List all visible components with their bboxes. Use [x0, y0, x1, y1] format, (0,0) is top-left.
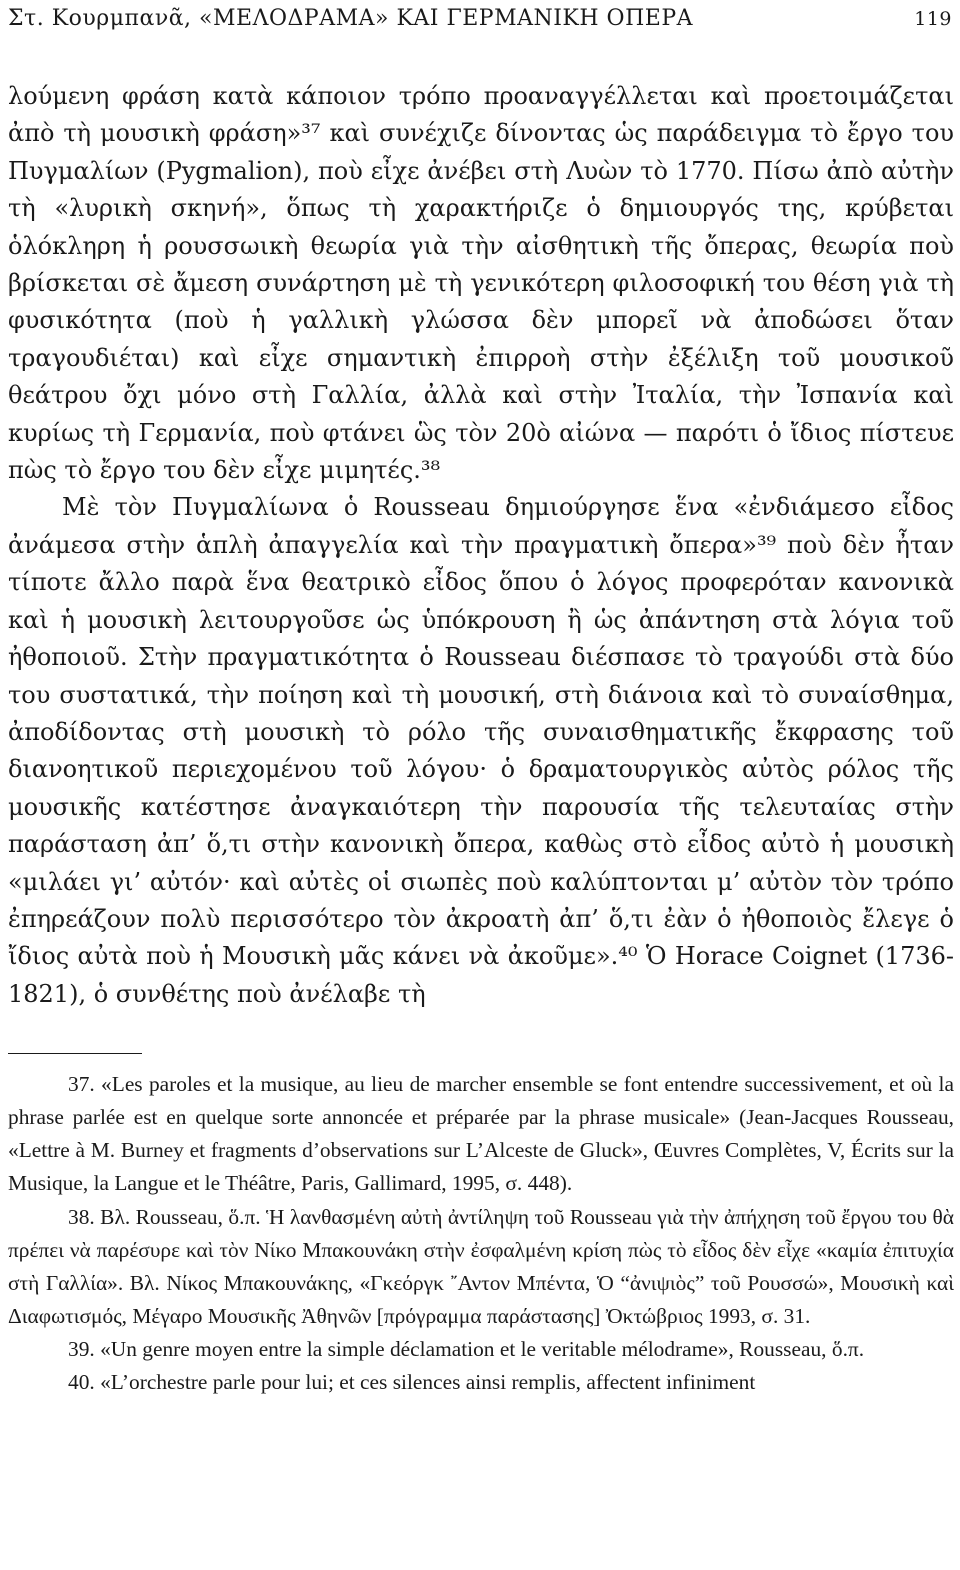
footnote-38: 38. Βλ. Rousseau, ὅ.π. Ἡ λανθασμένη αὐτὴ ἀντίληψη τοῦ Rousseau γιὰ τὴν ἀπήχηση τοῦ ἔργου του θὰ πρέπει νὰ παρέσυρε καὶ τὸν Νίκο Μπακουνάκη στὴν ἐσφαλμένη κρίση πὼς τὸ εἶδος δὲν εἶχε «καμία ἐπιτυχία στὴ Γαλλία». Βλ. Νίκος Μπακουνάκης, «Γκεόργκ ῎Αντον Μπέντα, Ὁ “ἀνιψιὸς” τοῦ Ρουσσώ», Μουσικὴ καὶ Διαφωτισμός, Μέγαρο Μουσικῆς Ἀθηνῶν [πρόγραμμα παράστασης] Ὀκτώβριος 1993, σ. 31.: [8, 1204, 954, 1328]
footnote-divider: [8, 1053, 142, 1054]
footnote-37: 37. «Les paroles et la musique, au lieu de marcher ensemble se font entendre successivement, et où la phrase parlée est en quelque sorte annoncée et préparée par la phrase musicale» (Jean-Jacques Rousseau, «Lettre à M. Burney et fragments d’observations sur L’Alceste de Gluck», Œuvres Complètes, V, Écrits sur la Musique, la Langue et le Théâtre, Paris, Gallimard, 1995, σ. 448).: [8, 1072, 954, 1196]
page-number: 119: [914, 8, 952, 30]
body-paragraph: Μὲ τὸν Πυγμαλίωνα ὁ Rousseau δημιούργησε ἕνα «ἐνδιάμεσο εἶδος ἀνάμεσα στὴν ἁπλὴ ἀπαγγελία καὶ τὴν πραγματικὴ ὄπερα»³⁹ ποὺ δὲν ἦταν τίποτε ἄλλο παρὰ ἕνα θεατρικὸ εἶδος ὅπου ὁ λόγος προφερόταν κανονικὰ καὶ ἡ μουσικὴ λειτουργοῦσε ὡς ὑπόκρουση ἢ ὡς ἀπάντηση στὰ λόγια τοῦ ἠθοποιοῦ. Στὴν πραγματικότητα ὁ Rousseau διέσπασε τὸ τραγούδι στὰ δύο του συστατικά, τὴν ποίηση καὶ τὴ μουσική, στὴ διάνοια καὶ τὸ συναίσθημα, ἀποδίδοντας στὴ μουσικὴ τὸ ρόλο τῆς συναισθηματικῆς ἔκφρασης τοῦ διανοητικοῦ περιεχομένου τοῦ λόγου· ὁ δραματουργικὸς αὐτὸς ρόλος τῆς μουσικῆς κατέστησε ἀναγκαιότερη τὴν παρουσία τῆς τελευταίας στὴν παράσταση ἀπ’ ὅ,τι στὴν κανονικὴ ὄπερα, καθὼς στὸ εἶδος αὐτὸ ἡ μουσικὴ «μιλάει γι’ αὐτόν· καὶ αὐτὲς οἱ σιωπὲς ποὺ καλύπτονται μ’ αὐτὸν τὸν τρόπο ἐπηρεάζουν πολὺ περισσότερο τὸν ἀκροατὴ ἀπ’ ὅ,τι ἐὰν ὁ ἠθοποιὸς ἔλεγε ὁ ἴδιος αὐτὰ ποὺ ἡ Μουσικὴ μᾶς κάνει νὰ ἀκοῦμε».⁴⁰ Ὁ Horace Coignet (1736-1821), ὁ συνθέτης ποὺ ἀνέλαβε τὴ: [8, 493, 954, 1008]
body-paragraph: λούμενη φράση κατὰ κάποιον τρόπο προαναγγέλλεται καὶ προετοιμάζεται ἀπὸ τὴ μουσικὴ φράση»³⁷ καὶ συνέχιζε δίνοντας ὡς παράδειγμα τὸ ἔργο του Πυγμαλίων (Pygmalion), ποὺ εἶχε ἀνέβει στὴ Λυὼν τὸ 1770. Πίσω ἀπὸ αὐτὴν τὴ «λυρικὴ σκηνή», ὅπως τὴ χαρακτήριζε ὁ δημιουργός της, κρύβεται ὁλόκληρη ἡ ρουσσωικὴ θεωρία γιὰ τὴν αἰσθητικὴ τῆς ὄπερας, θεωρία ποὺ βρίσκεται σὲ ἄμεση συνάρτηση μὲ τὴ γενικότερη φιλοσοφική του θέση γιὰ τὴ φυσικότητα (ποὺ ἡ γαλλικὴ γλώσσα δὲν μπορεῖ νὰ ἀποδώσει ὅταν τραγουδιέται) καὶ εἶχε σημαντικὴ ἐπιρροὴ στὴν ἐξέλιξη τοῦ μουσικοῦ θεάτρου ὄχι μόνο στὴ Γαλλία, ἀλλὰ καὶ στὴν Ἰταλία, τὴν Ἰσπανία καὶ κυρίως τὴ Γερμανία, ποὺ φτάνει ὣς τὸν 20ὸ αἰώνα — παρότι ὁ ἴδιος πίστευε πὼς τὸ ἔργο του δὲν εἶχε μιμητές.³⁸: [8, 82, 954, 485]
footnotes: [8, 1068, 954, 1399]
book-page: [8, 0, 954, 1399]
footnote-39: 39. «Un genre moyen entre la simple déclamation et le veritable mélodrame», Rousseau, ὅ.π.: [68, 1336, 865, 1361]
running-head-title: Στ. Κουρμπανᾶ, «ΜΕΛΟΔΡΑΜΑ» ΚΑΙ ΓΕΡΜΑΝΙΚΗ ΟΠΕΡΑ: [8, 6, 694, 31]
footnote-40: 40. «L’orchestre parle pour lui; et ces silences ainsi remplis, affectent infiniment: [68, 1370, 756, 1394]
running-head: [8, 4, 954, 44]
body-text: [8, 78, 954, 1013]
